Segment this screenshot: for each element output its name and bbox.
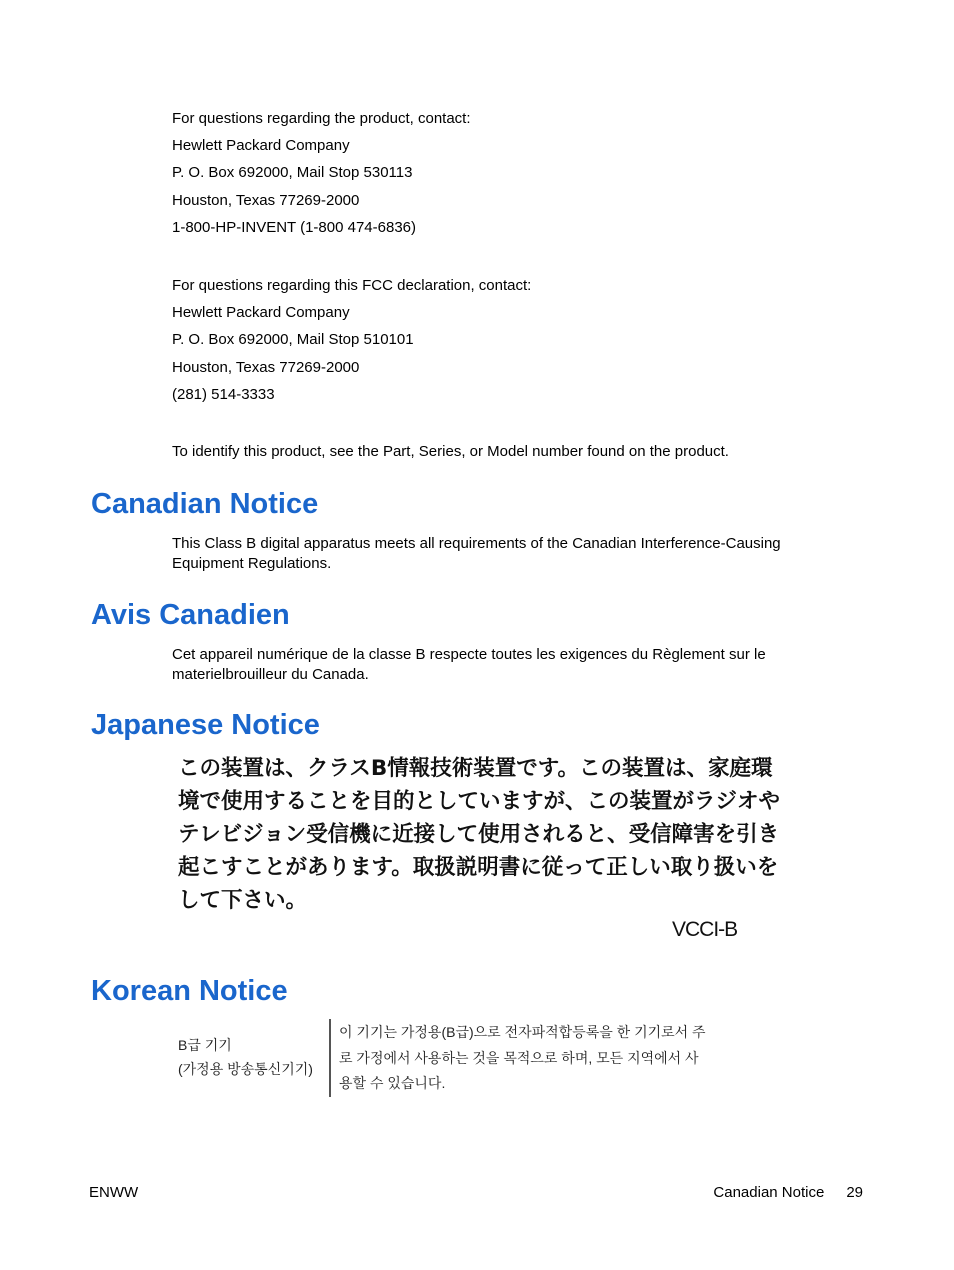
korean-notice-line: 용할 수 있습니다. bbox=[339, 1075, 446, 1091]
footer-section-title: Canadian Notice bbox=[713, 1184, 825, 1201]
japanese-notice-line: して下さい。 bbox=[178, 888, 308, 913]
korean-notice-divider bbox=[329, 1019, 331, 1097]
vcci-b-mark: VCCI-B bbox=[672, 918, 738, 941]
product-contact-line: 1-800-HP-INVENT (1-800 474-6836) bbox=[172, 218, 417, 236]
korean-notice-body bbox=[339, 1020, 745, 1097]
japanese-notice-line: テレビジョン受信機に近接して使用されると、受信障害を引き bbox=[178, 822, 780, 847]
footer-section bbox=[713, 1183, 863, 1203]
japanese-notice-line: この装置は、クラスB情報技術装置です。この装置は、家庭環 bbox=[178, 756, 773, 781]
fcc-contact-line: Hewlett Packard Company bbox=[172, 304, 350, 322]
avis-canadien-body: Cet appareil numérique de la classe B respecte toutes les exigences du Règlement sur le materielbrouilleur du Canada. bbox=[172, 646, 766, 683]
canadian-notice-heading: Canadian Notice bbox=[91, 488, 319, 520]
korean-device-class-line: B급 기기 bbox=[178, 1037, 232, 1053]
japanese-notice-body bbox=[178, 752, 781, 917]
fcc-contact-line: For questions regarding this FCC declaration, contact: bbox=[172, 277, 532, 294]
korean-device-class bbox=[178, 1033, 313, 1081]
product-contact-line: Hewlett Packard Company bbox=[172, 137, 350, 155]
product-contact-line: P. O. Box 692000, Mail Stop 530113 bbox=[172, 164, 413, 182]
japanese-notice-line: 境で使用することを目的としていますが、この装置がラジオや bbox=[178, 789, 781, 814]
korean-notice-heading: Korean Notice bbox=[91, 975, 288, 1007]
identify-product-line: To identify this product, see the Part, Series, or Model number found on the product. bbox=[172, 443, 729, 460]
fcc-contact-line: P. O. Box 692000, Mail Stop 510101 bbox=[172, 331, 414, 349]
product-contact-block bbox=[172, 105, 852, 241]
fcc-contact-line: Houston, Texas 77269-2000 bbox=[172, 358, 360, 376]
korean-notice-line: 이 기기는 가정용(B급)으로 전자파적합등록을 한 기기로서 주 bbox=[339, 1024, 706, 1040]
avis-canadien-heading: Avis Canadien bbox=[91, 599, 290, 631]
identify-product-text bbox=[172, 438, 852, 465]
product-contact-line: For questions regarding the product, contact: bbox=[172, 110, 471, 127]
product-contact-line: Houston, Texas 77269-2000 bbox=[172, 191, 360, 209]
fcc-contact-block bbox=[172, 272, 852, 408]
fcc-contact-line: (281) 514-3333 bbox=[172, 385, 275, 403]
korean-device-class-line: (가정용 방송통신기기) bbox=[178, 1061, 313, 1077]
japanese-notice-line: 起こすことがあります。取扱説明書に従って正しい取り扱いを bbox=[178, 855, 779, 880]
korean-notice-line: 로 가정에서 사용하는 것을 목적으로 하며, 모든 지역에서 사 bbox=[339, 1049, 699, 1066]
footer-locale: ENWW bbox=[89, 1184, 139, 1201]
page-number: 29 bbox=[846, 1184, 863, 1201]
canadian-notice-body: This Class B digital apparatus meets all requirements of the Canadian Interference-Causing Equipment Regulations. bbox=[172, 535, 781, 572]
japanese-notice-heading: Japanese Notice bbox=[91, 709, 320, 741]
